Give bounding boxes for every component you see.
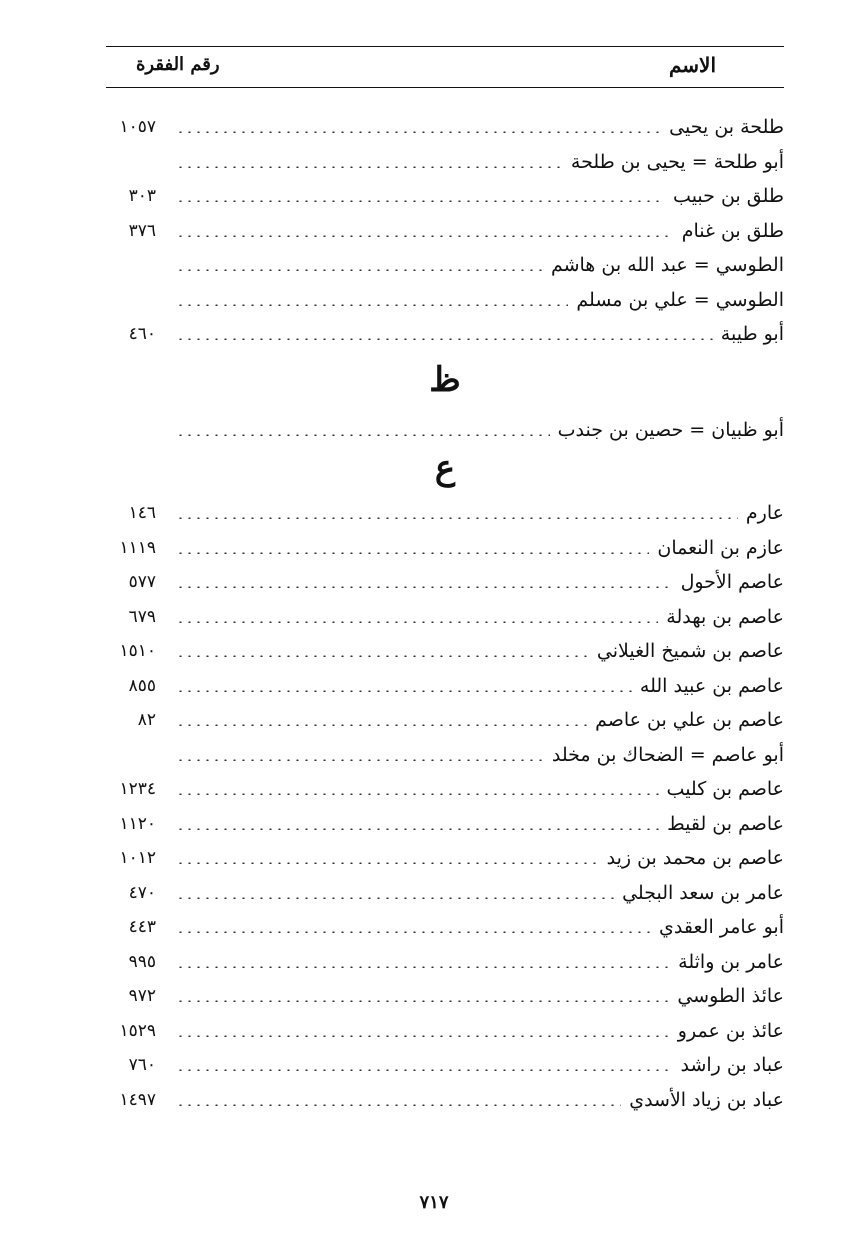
dot-leader: [176, 586, 673, 588]
entry-name: الطوسي = عبد الله بن هاشم: [550, 254, 784, 276]
paragraph-number: ١٥١٠: [119, 641, 156, 661]
entry-name: عازم بن النعمان: [657, 536, 784, 559]
index-entry: [106, 636, 784, 666]
index-entry: [106, 181, 784, 211]
entry-name: الطوسي = علي بن مسلم: [576, 288, 784, 311]
index-entry: [106, 1085, 784, 1115]
entry-name: عاصم الأحول: [680, 571, 784, 593]
entry-name: عاصم بن بهدلة: [666, 605, 784, 628]
entry-name: عارم: [745, 502, 784, 524]
index-entry: [106, 147, 784, 177]
number-column-header: رقم الفقرة: [136, 54, 220, 75]
paragraph-number: ٥٧٧: [128, 572, 156, 592]
entry-name: أبو طلحة = يحيى بن طلحة: [570, 150, 784, 173]
index-entry: [106, 912, 784, 942]
paragraph-number: ٩٩٥: [128, 951, 156, 972]
entry-name: عباد بن زياد الأسدي: [629, 1088, 784, 1111]
dot-leader: [176, 434, 550, 436]
dot-leader: [176, 1035, 670, 1037]
paragraph-number: ١٤٩٧: [119, 1089, 156, 1110]
dot-leader: [176, 759, 544, 761]
index-entry: [106, 250, 784, 280]
paragraph-number: ١١١٩: [119, 537, 156, 558]
entry-name: عامر بن سعد البجلي: [622, 881, 784, 904]
paragraph-number: ٤٧٠: [128, 882, 156, 903]
dot-leader: [176, 862, 599, 864]
entry-name: عاصم بن محمد بن زيد: [606, 847, 784, 869]
dot-leader: [176, 338, 713, 340]
entry-name: أبو عامر العقدي: [659, 916, 784, 938]
entry-name: عاصم بن عبيد الله: [639, 674, 784, 697]
paragraph-number: ١١٢٠: [119, 813, 156, 834]
dot-leader: [176, 517, 738, 519]
dot-leader: [176, 931, 651, 933]
index-entry: [106, 567, 784, 597]
paragraph-number: ٨٥٥: [128, 675, 156, 696]
paragraph-number: ٣٠٣: [128, 186, 156, 206]
paragraph-number: ٤٦٠: [128, 324, 156, 344]
entry-name: عاصم بن شميخ الغيلاني: [596, 640, 784, 662]
index-entry: [106, 216, 784, 246]
paragraph-number: ١٢٣٤: [119, 779, 156, 799]
paragraph-number: ٤٤٣: [128, 917, 156, 937]
paragraph-number: ١٥٢٩: [119, 1020, 156, 1041]
dot-leader: [176, 131, 661, 133]
dot-leader: [176, 166, 563, 168]
entry-name: عامر بن واثلة: [678, 950, 784, 973]
dot-leader: [176, 724, 587, 726]
index-entry: [106, 285, 784, 315]
dot-leader: [176, 966, 670, 968]
index-entry: [106, 843, 784, 873]
dot-leader: [176, 1000, 669, 1002]
page-number: ٧١٧: [419, 1192, 449, 1213]
index-entry: [106, 319, 784, 349]
index-entry: [106, 878, 784, 908]
dot-leader: [176, 897, 614, 899]
section-letter-ain: ع: [434, 448, 456, 488]
index-entry: [106, 533, 784, 563]
entry-name: عاصم بن علي بن عاصم: [595, 709, 784, 731]
paragraph-number: ٩٧٢: [128, 986, 156, 1006]
entry-name: أبو طيبة: [720, 323, 784, 345]
entry-name: عائذ الطوسي: [677, 985, 784, 1007]
paragraph-number: ٦٧٩: [128, 606, 156, 627]
index-entry: [106, 947, 784, 977]
entry-name: عائذ بن عمرو: [677, 1019, 784, 1042]
index-entry: [106, 774, 784, 804]
entry-name: طلق بن حبيب: [673, 185, 784, 207]
index-header: [106, 46, 784, 88]
entry-name: طلق بن غنام: [681, 219, 784, 242]
dot-leader: [176, 304, 568, 306]
dot-leader: [176, 235, 674, 237]
entry-name: عاصم بن لقيط: [667, 812, 784, 835]
dot-leader: [176, 1069, 673, 1071]
entry-name: أبو عاصم = الضحاك بن مخلد: [551, 743, 784, 766]
dot-leader: [176, 1104, 621, 1106]
index-entry: [106, 705, 784, 735]
dot-leader: [176, 200, 665, 202]
index-entry: [106, 1016, 784, 1046]
paragraph-number: ١٠١٢: [119, 848, 156, 868]
dot-leader: [176, 552, 649, 554]
index-entry: [106, 602, 784, 632]
entry-name: عباد بن راشد: [680, 1054, 784, 1076]
dot-leader: [176, 655, 589, 657]
dot-leader: [176, 621, 658, 623]
entry-name: طلحة بن يحيى: [669, 116, 784, 138]
dot-leader: [176, 793, 659, 795]
index-entry: [106, 112, 784, 142]
paragraph-number: ٧٦٠: [128, 1055, 156, 1075]
index-entry: [106, 415, 784, 445]
index-entry: [106, 671, 784, 701]
paragraph-number: ١٤٦: [128, 503, 156, 523]
paragraph-number: ٨٢: [137, 710, 156, 730]
section-letter-za: ظ: [429, 360, 461, 400]
dot-leader: [176, 828, 659, 830]
dot-leader: [176, 690, 632, 692]
name-column-header: الاسم: [668, 53, 716, 77]
paragraph-number: ٣٧٦: [128, 220, 156, 241]
paragraph-number: ١٠٥٧: [119, 117, 156, 137]
index-entry: [106, 981, 784, 1011]
dot-leader: [176, 269, 543, 271]
index-entry: [106, 740, 784, 770]
entry-name: أبو ظبيان = حصين بن جندب: [557, 419, 784, 441]
index-entry: [106, 498, 784, 528]
index-entry: [106, 1050, 784, 1080]
entry-name: عاصم بن كليب: [666, 778, 784, 800]
index-entry: [106, 809, 784, 839]
